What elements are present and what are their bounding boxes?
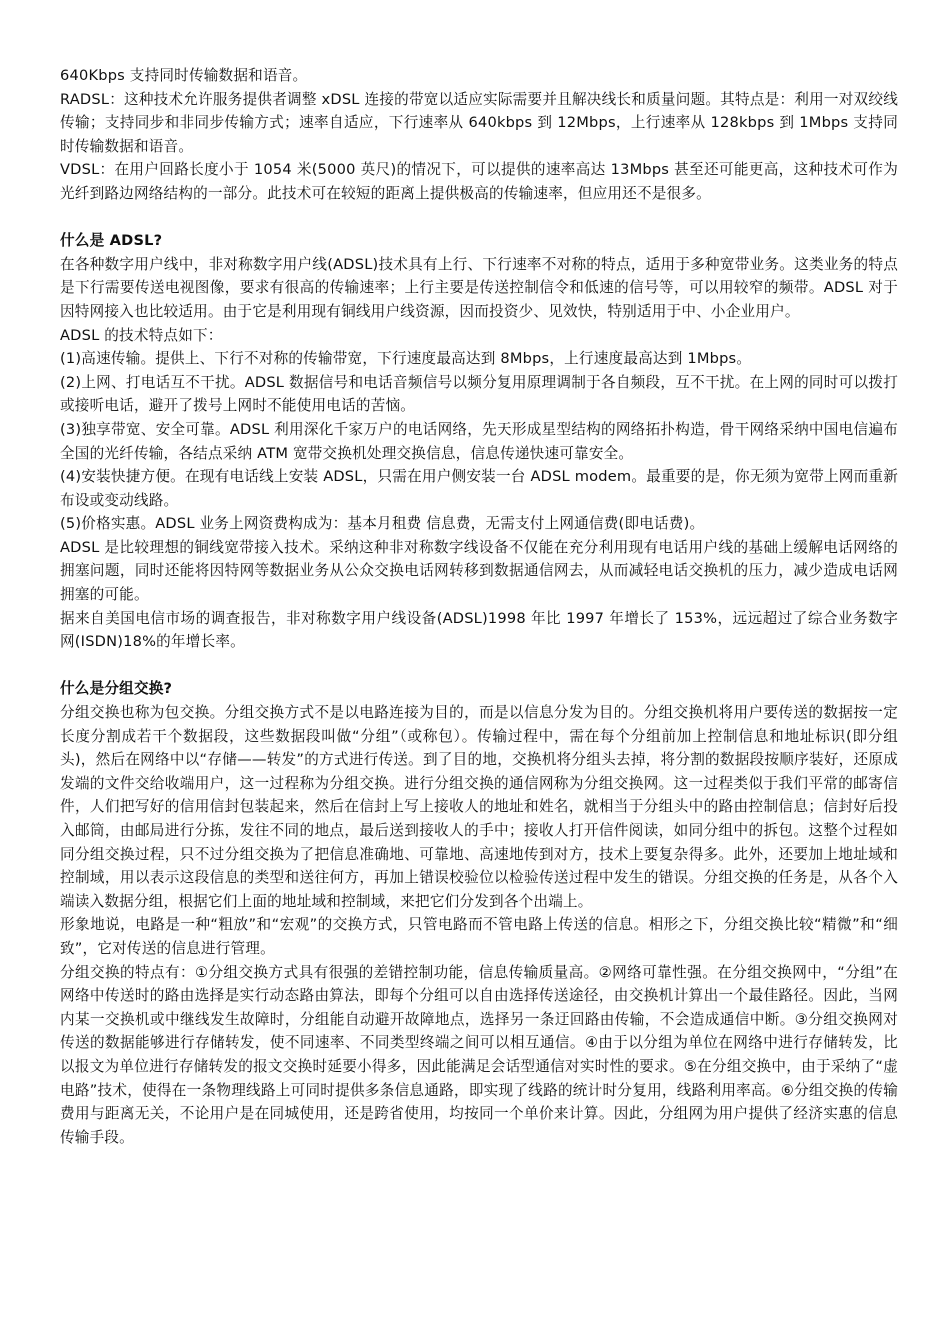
paragraph-adsl-feature-1: (1)高速传输。提供上、下行不对称的传输带宽，下行速度最高达到 8Mbps，上行速度最高达到 1Mbps。 (60, 350, 752, 368)
paragraph-adsl-features-intro: ADSL 的技术特点如下： (60, 326, 223, 344)
paragraph-adsl-intro: 在各种数字用户线中，非对称数字用户线(ADSL)技术具有上行、下行速率不对称的特点，适用于多种宽带业务。这类业务的特点是下行需要传送电视图像，要求有很高的传输速率；上行主要是传送控制信令和低速的信号等，可以用较窄的频带。ADSL 对于因特网接入也比较适用。由于它是利用现有铜线用户线资源，因而投资少、见效快，特别适用于中、小企业用户。 (60, 255, 898, 320)
paragraph-adsl-market: 据来自美国电信市场的调查报告，非对称数字用户线设备(ADSL)1998 年比 1997 年增长了 153%，远远超过了综合业务数字网(ISDN)18%的年增长率。 (60, 609, 898, 651)
paragraph-adsl-summary: ADSL 是比较理想的铜线宽带接入技术。采纳这种非对称数字线设备不仅能在充分利用现有电话用户线的基础上缓解电话网络的拥塞问题，同时还能将因特网等数据业务从公众交换电话网转移到数据通信网去，从而减轻电话交换机的压力，减少造成电话网拥塞的可能。 (60, 538, 898, 604)
paragraph-packet-features: 分组交换的特点有：①分组交换方式具有很强的差错控制功能，信息传输质量高。②网络可靠性强。在分组交换网中，“分组”在网络中传送时的路由选择是实行动态路由算法，即每个分组可以自由选择传送途径，由交换机计算出一个最佳路径。因此，当网内某一交换机或中继线发生故障时，分组能自动避开故障地点，选择另一条迂回路由传输，不会造成通信中断。③分组交换网对传送的数据能够进行存储转发，使不同速率、不同类型终端之间可以相互通信。④由于以分组为单位在网络中进行存储转发，比以报文为单位进行存储转发的报文交换时延要小得多，因此能满足会话型通信对实时性的要求。⑤在分组交换中，由于采纳了“虚电路”技术，使得在一条物理线路上可同时提供多条信息通路，即实现了线路的统计时分复用，线路利用率高。⑥分组交换的传输费用与距离无关，不论用户是在同城使用，还是跨省使用，均按同一个单价来计算。因此，分组网为用户提供了经济实惠的信息传输手段。 (60, 963, 898, 1146)
paragraph-packet-definition: 分组交换也称为包交换。分组交换方式不是以电路连接为目的，而是以信息分发为目的。分组交换机将用户要传送的数据按一定长度分割成若干个数据段，这些数据段叫做“分组”（或称包）。传输过程中，需在每个分组前加上控制信息和地址标识(即分组头)，然后在网络中以“存储——转发”的方式进行传送。到了目的地，交换机将分组头去掉，将分割的数据段按顺序装好，还原成发端的文件交给收端用户，这一过程称为分组交换。进行分组交换的通信网称为分组交换网。这一过程类似于我们平常的邮寄信件，人们把写好的信用信封包装起来，然后在信封上写上接收人的地址和姓名，就相当于分组头中的路由控制信息；信封好后投入邮筒，由邮局进行分拣，发往不同的地点，最后送到接收人的手中；接收人打开信件阅读，如同分组中的拆包。这整个过程如同分组交换过程，只不过分组交换为了把信息准确地、可靠地、高速地传到对方，技术上要复杂得多。此外，还要加上地址域和控制域，用以表示这段信息的类型和送往何方，再加上错误校验位以检验传送过程中发生的错误。分组交换的任务是，从各个入端读入数据分组，根据它们上面的地址域和控制域，来把它们分发到各个出端上。 (60, 704, 898, 910)
paragraph-packet-analogy: 形象地说，电路是一种“粗放”和“宏观”的交换方式，只管电路而不管电路上传送的信息。相形之下，分组交换比较“精微”和“细致”，它对传送的信息进行管理。 (60, 916, 898, 957)
section-spacer (60, 654, 898, 678)
paragraph-adsl-feature-2: (2)上网、打电话互不干扰。ADSL 数据信号和电话音频信号以频分复用原理调制于各自频段，互不干扰。在上网的同时可以拨打或接听电话，避开了拨号上网时不能使用电话的苦恼。 (60, 373, 898, 415)
paragraph-adsl-feature-5: (5)价格实惠。ADSL 业务上网资费构成为：基本月租费 信息费，无需支付上网通信费(即电话费)。 (60, 515, 705, 533)
section-spacer (60, 206, 898, 230)
document-page (60, 64, 898, 1149)
heading-what-is-adsl: 什么是 ADSL? (60, 232, 163, 250)
heading-what-is-packet-switching: 什么是分组交换? (60, 680, 173, 698)
paragraph-adsl-feature-3: (3)独享带宽、安全可靠。ADSL 利用深化千家万户的电话网络，先天形成星型结构的网络拓扑构造，骨干网络采纳中国电信遍布全国的光纤传输，各结点采纳 ATM 宽带交换机处理交换信息，信息传递快速可靠安全。 (60, 420, 898, 462)
paragraph-radsl: RADSL：这种技术允许服务提供者调整 xDSL 连接的带宽以适应实际需要并且解决线长和质量问题。其特点是：利用一对双绞线传输；支持同步和非同步传输方式；速率自适应，下行速率从 640kbps 到 12Mbps，上行速率从 128kbps 到 1Mbps 支持同时传输数据和语音。 (60, 90, 898, 155)
paragraph-adsl-feature-4: (4)安装快捷方便。在现有电话线上安装 ADSL，只需在用户侧安装一台 ADSL modem。最重要的是，你无须为宽带上网而重新布设或变动线路。 (60, 468, 898, 509)
paragraph-adsl-rate-tail: 640Kbps 支持同时传输数据和语音。 (60, 67, 308, 84)
paragraph-vdsl: VDSL：在用户回路长度小于 1054 米(5000 英尺)的情况下，可以提供的速率高达 13Mbps 甚至还可能更高，这种技术可作为光纤到路边网络结构的一部分。此技术可在较短的距离上提供极高的传输速率，但应用还不是很多。 (60, 161, 898, 202)
